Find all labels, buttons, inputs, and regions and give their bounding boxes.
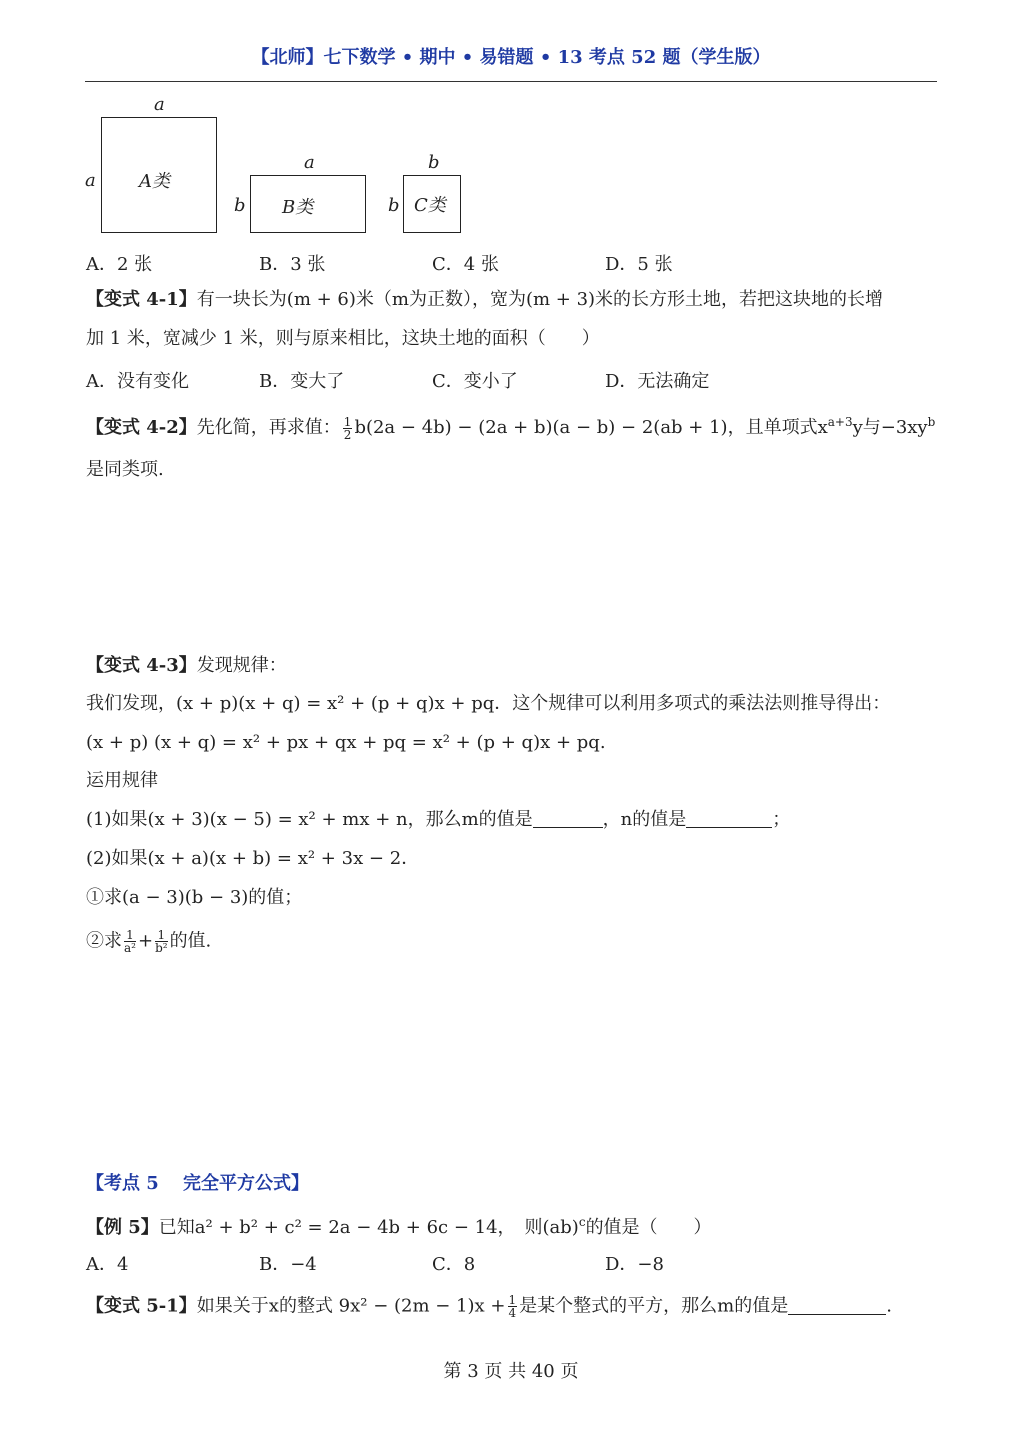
prev-option-a: A．2 张 — [86, 254, 153, 275]
kp5-variant-1: 【变式 5-1】如果关于x的整式 9x² − (2m − 1)x + $\frac{1}{4}$ 是某个整式的平方，那么m的值是 . — [86, 1293, 892, 1320]
prev-option-b: B．3 张 — [259, 254, 326, 275]
q43-line6: ①求(a − 3)(b − 3)的值； — [86, 887, 303, 908]
prev-option-d: D．5 张 — [605, 254, 673, 275]
label-b-top: a — [304, 152, 315, 173]
label-a-class: A类 — [139, 171, 170, 192]
kp5-option-d: D．−8 — [605, 1254, 664, 1275]
label-b-class: B类 — [282, 197, 314, 218]
q43-fraction-b: $\frac{1}{\text{b²}}$ — [155, 928, 168, 955]
label-a-left: a — [85, 170, 96, 191]
answer-blank-v51[interactable] — [788, 1296, 886, 1315]
q43-fraction-a: $\frac{1}{\text{a²}}$ — [124, 928, 136, 955]
label-b-left: b — [234, 195, 246, 216]
q43-line5: (2)如果(x + a)(x + b) = x² + 3x − 2． — [86, 848, 420, 869]
page-footer: 第 3 页 共 40 页 — [443, 1361, 579, 1382]
kp5-option-c: C．8 — [432, 1254, 476, 1275]
kp5-option-b: B．−4 — [259, 1254, 317, 1275]
q43-line7: ②求 $\frac{1}{\text{a²}}$ + $\frac{1}{\text{b²}}$ 的值. — [86, 928, 212, 955]
q42-fraction: $\frac{1}{2}$ — [343, 414, 352, 442]
answer-blank-m[interactable] — [533, 809, 603, 828]
q41-option-d: D．无法确定 — [605, 371, 710, 392]
q41-line2: 加 1 米，宽减少 1 米，则与原来相比，这块土地的面积（ ） — [86, 328, 600, 349]
label-a-top: a — [154, 94, 165, 115]
q43-line2: (x + p) (x + q) = x² + px + qx + pq = x² + (p + q)x + pq. — [86, 732, 606, 753]
q41-option-c: C．变小了 — [432, 371, 518, 392]
page-header-title: 【北师】七下数学 • 期中 • 易错题 • 13 考点 52 题（学生版） — [251, 47, 771, 68]
q41-option-a: A．没有变化 — [86, 371, 189, 392]
q42-line1: 【变式 4-2】先化简，再求值： $\frac{1}{2}$ b(2a − 4b) − (2a + b)(a − b) − 2(ab + 1)，且单项式$x^{a+3}y$与$-3xy^b$ — [86, 414, 936, 442]
kp5-example: 【例 5】已知a² + b² + c² = 2a − 4b + 6c − 14， 则(ab)$^c$的值是（ ） — [86, 1215, 712, 1238]
q41-option-b: B．变大了 — [259, 371, 345, 392]
q43-title: 【变式 4-3】发现规律： — [86, 655, 287, 676]
kp5-option-a: A．4 — [86, 1254, 129, 1275]
label-c-top: b — [428, 152, 440, 173]
label-c-class: C类 — [414, 195, 446, 216]
header-rule — [85, 81, 937, 82]
q42-line2: 是同类项. — [86, 459, 164, 480]
q43-line3: 运用规律 — [86, 770, 158, 791]
prev-option-c: C．4 张 — [432, 254, 499, 275]
label-c-left: b — [388, 195, 400, 216]
section-title-kp5: 【考点 5 完全平方公式】 — [86, 1173, 310, 1194]
q41-line1: 【变式 4-1】有一块长为(m + 6)米（m为正数），宽为(m + 3)米的长方形土地，若把这块地的长增 — [86, 289, 884, 310]
answer-blank-n[interactable] — [686, 809, 772, 828]
v51-fraction: $\frac{1}{4}$ — [508, 1293, 517, 1320]
q43-line4: (1)如果(x + 3)(x − 5) = x² + mx + n，那么m的值是 ，n的值是 ； — [86, 809, 791, 830]
q43-line1: 我们发现，(x + p)(x + q) = x² + (p + q)x + pq．这个规律可以利用多项式的乘法法则推导得出： — [86, 693, 891, 714]
